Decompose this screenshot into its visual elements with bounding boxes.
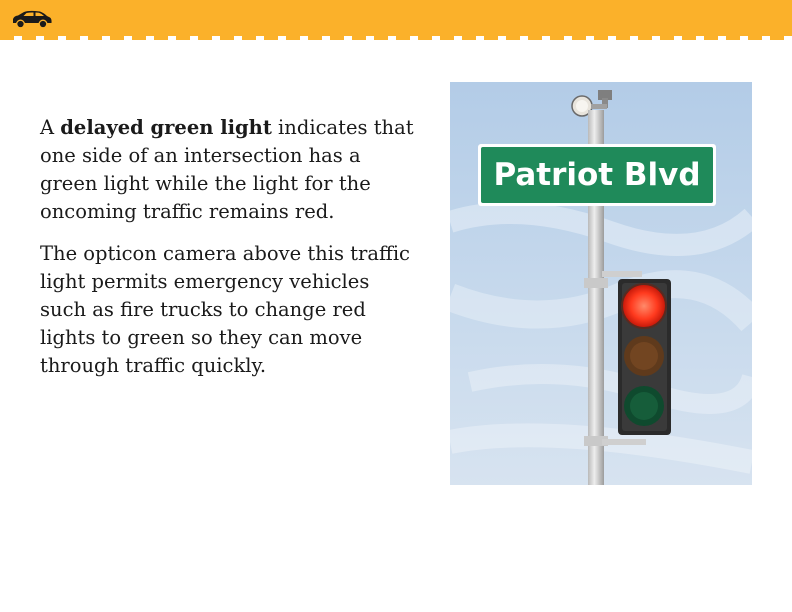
paragraph1-prefix: A <box>40 116 61 139</box>
paragraph1-bold-term: delayed green light <box>60 116 272 139</box>
car-icon <box>9 8 53 30</box>
traffic-light-photo <box>450 82 752 485</box>
header-bar <box>0 0 792 36</box>
text-content <box>40 114 420 394</box>
paragraph-opticon: The opticon camera above this traffic light permits emergency vehicles such as fire trucks to change red lights to green so they can move through traffic quickly. <box>40 242 410 377</box>
paragraph1-rest: indicates that one side of an intersection has a green light while the light for the oncoming traffic remains red. <box>40 116 414 223</box>
header-dashed-border <box>0 36 792 40</box>
street-sign-text: Patriot Blvd <box>493 157 701 193</box>
paragraph-delayed-green <box>40 114 420 226</box>
